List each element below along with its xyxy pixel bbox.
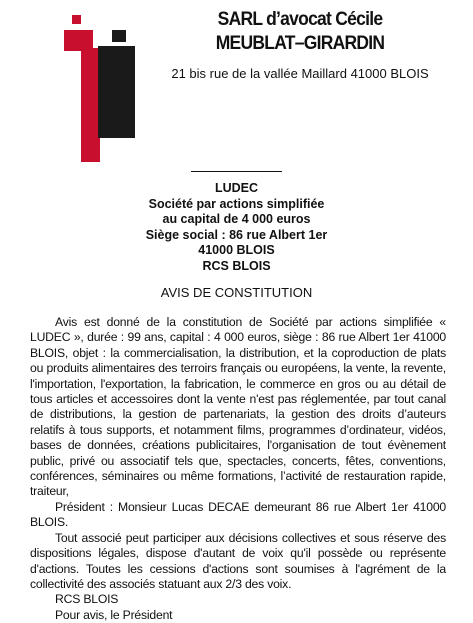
notice-paragraph-associates: Tout associé peut participer aux décisions collectives et sous réserve des dispositions légales, dispose d'autant de voix qu'il possède ou représente d'actions. Toutes les cessions d'actions sont soumises à l'agrément de la collectivité des associés statuant aux 2/3 des voix. — [30, 530, 446, 591]
firm-address: 21 bis rue de la vallée Maillard 41000 BLOIS — [171, 66, 429, 81]
company-block — [0, 181, 473, 274]
law-firm-logo-figures-icon — [60, 6, 142, 164]
firm-name: SARL d’avocat Cécile — [217, 9, 383, 30]
company-name: LUDEC — [214, 181, 259, 195]
notice-closing: Pour avis, le Président — [55, 607, 173, 622]
notice-registry: RCS BLOIS — [55, 592, 119, 607]
company-seat: Siège social : 86 rue Albert 1er — [145, 227, 328, 242]
letterhead — [150, 8, 450, 81]
firm-name-continued: MEUBLAT–GIRARDIN — [215, 33, 385, 54]
notice-paragraph-president: Président : Monsieur Lucas DECAE demeurant 86 rue Albert 1er 41000 BLOIS. — [30, 499, 446, 530]
notice-body — [30, 315, 446, 623]
company-form: Société par actions simplifiée — [148, 196, 325, 211]
divider — [191, 171, 282, 172]
company-registry: RCS BLOIS — [202, 258, 271, 273]
notice-title: AVIS DE CONSTITUTION — [160, 285, 313, 300]
company-city: 41000 BLOIS — [198, 243, 275, 257]
company-capital: au capital de 4 000 euros — [162, 212, 311, 226]
notice-paragraph-object: Avis est donné de la constitution de Société par actions simplifiée « LUDEC », durée : 99 ans, capital : 4 000 euros, siège : 86 rue Albert 1er 41000 BLOIS, objet : la commercialisation, la distribution, et la coproduction de plats ou produits alimentaires des terroirs français ou européens, la vente, la revente, l'importation, l'exportation, la fabrication, le commerce en gros ou au détail de tous articles et accessoires dont la vente n'est pas réglementée, par tout canal de distributions, la gestion de partenariats, la gestion des droits d’auteurs relatifs à tous supports, et notamment films, programmes d’ordinateur, vidéos, bases de données, créations publicitaires, l'organisation de tout évènement public, privé ou associatif tels que, spectacles, concerts, fêtes, conventions, conférences, séminaires ou même formations, l’activité de restauration rapide, traiteur, — [30, 315, 446, 499]
